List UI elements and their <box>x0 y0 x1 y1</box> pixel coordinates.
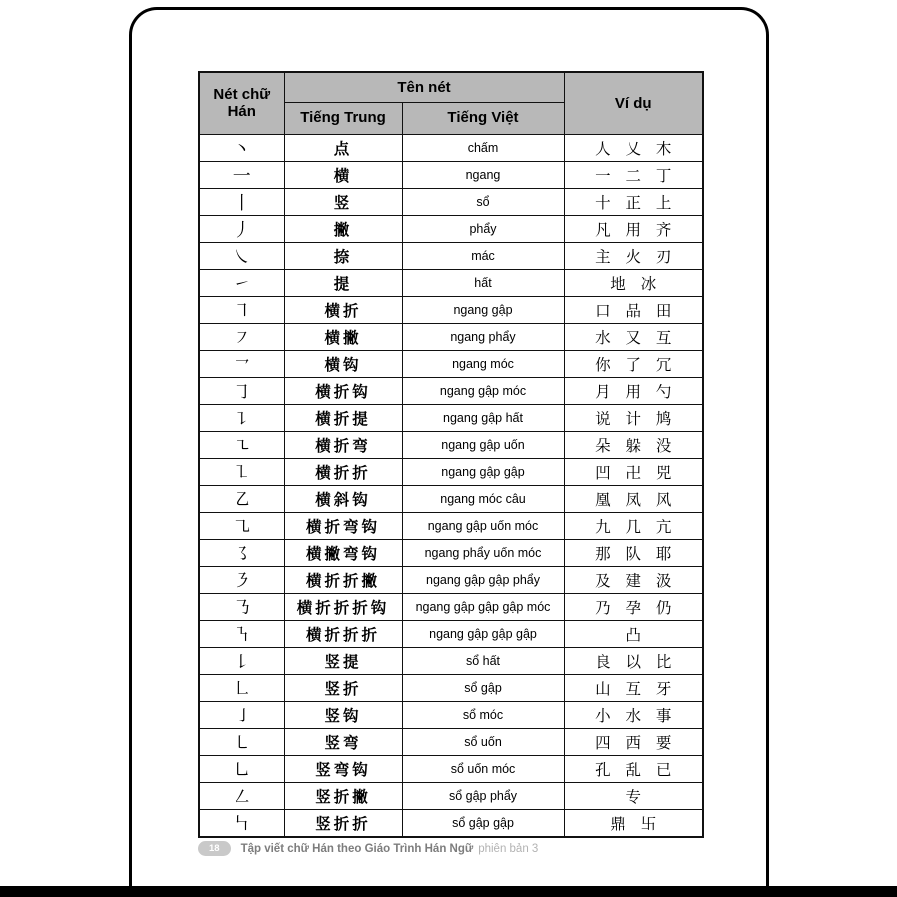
examples-cell: 水 又 互 <box>564 323 703 350</box>
table-row <box>199 620 703 647</box>
chinese-name-cell: 竖弯钩 <box>284 755 402 782</box>
examples-cell: 口 品 田 <box>564 296 703 323</box>
chinese-name-cell: 竖折折 <box>284 809 402 837</box>
vietnamese-name-cell: ngang móc câu <box>402 485 564 512</box>
chinese-name-cell: 横撇弯钩 <box>284 539 402 566</box>
vietnamese-name-cell: ngang gập gập gập <box>402 620 564 647</box>
examples-cell: 乃 孕 仍 <box>564 593 703 620</box>
header-stroke: Nét chữ Hán <box>199 72 284 134</box>
stroke-table-header <box>199 72 703 134</box>
stroke-glyph-cell: ㇕ <box>199 296 284 323</box>
stroke-glyph-cell: ㇅ <box>199 458 284 485</box>
vietnamese-name-cell: ngang phẩy uốn móc <box>402 539 564 566</box>
table-row <box>199 674 703 701</box>
examples-cell: 四 西 要 <box>564 728 703 755</box>
vietnamese-name-cell: sổ móc <box>402 701 564 728</box>
examples-cell: 说 计 鸠 <box>564 404 703 431</box>
table-row <box>199 323 703 350</box>
table-row <box>199 701 703 728</box>
examples-cell: 凰 凤 风 <box>564 485 703 512</box>
examples-cell: 山 互 牙 <box>564 674 703 701</box>
vietnamese-name-cell: sổ gập <box>402 674 564 701</box>
examples-cell: 你 了 冗 <box>564 350 703 377</box>
stroke-glyph-cell: 一 <box>199 161 284 188</box>
chinese-name-cell: 捺 <box>284 242 402 269</box>
vietnamese-name-cell: ngang móc <box>402 350 564 377</box>
table-row <box>199 404 703 431</box>
vietnamese-name-cell: chấm <box>402 134 564 161</box>
table-row <box>199 242 703 269</box>
page-footer <box>198 841 538 856</box>
page-number-badge: 18 <box>198 841 231 856</box>
table-row <box>199 188 703 215</box>
chinese-name-cell: 竖 <box>284 188 402 215</box>
examples-cell: 一 二 丁 <box>564 161 703 188</box>
table-row <box>199 512 703 539</box>
vietnamese-name-cell: mác <box>402 242 564 269</box>
vietnamese-name-cell: ngang gập gập gập móc <box>402 593 564 620</box>
examples-cell: 凸 <box>564 620 703 647</box>
chinese-name-cell: 竖折撇 <box>284 782 402 809</box>
stroke-glyph-cell: ㇚ <box>199 701 284 728</box>
stroke-glyph-cell: ㇟ <box>199 755 284 782</box>
table-row <box>199 458 703 485</box>
table-row <box>199 593 703 620</box>
vietnamese-name-cell: sổ uốn <box>402 728 564 755</box>
header-chinese: Tiếng Trung <box>284 102 402 134</box>
stroke-glyph-cell: 丨 <box>199 188 284 215</box>
stroke-glyph-cell: ㇏ <box>199 242 284 269</box>
table-row <box>199 782 703 809</box>
footer-title: Tập viết chữ Hán theo Giáo Trình Hán Ngữ <box>240 842 474 855</box>
examples-cell: 那 队 耶 <box>564 539 703 566</box>
chinese-name-cell: 横折折折钩 <box>284 593 402 620</box>
stroke-glyph-cell: ㇆ <box>199 377 284 404</box>
chinese-name-cell: 竖折 <box>284 674 402 701</box>
chinese-name-cell: 横 <box>284 161 402 188</box>
vietnamese-name-cell: hất <box>402 269 564 296</box>
examples-cell: 孔 乱 已 <box>564 755 703 782</box>
chinese-name-cell: 横折 <box>284 296 402 323</box>
stroke-table-body <box>199 134 703 837</box>
table-row <box>199 809 703 837</box>
stroke-table <box>198 71 704 838</box>
examples-cell: 凡 用 齐 <box>564 215 703 242</box>
bottom-frame-bar <box>0 886 897 897</box>
vietnamese-name-cell: ngang gập hất <box>402 404 564 431</box>
stroke-glyph-cell: ㇞ <box>199 809 284 837</box>
examples-cell: 鼎 卐 <box>564 809 703 837</box>
footer-suffix: phiên bản 3 <box>478 842 539 855</box>
stroke-glyph-cell: ㇠ <box>199 485 284 512</box>
stroke-glyph-cell: 丶 <box>199 134 284 161</box>
vietnamese-name-cell: ngang <box>402 161 564 188</box>
stroke-glyph-cell: ㇊ <box>199 404 284 431</box>
vietnamese-name-cell: phẩy <box>402 215 564 242</box>
footer-text <box>241 843 539 855</box>
table-row <box>199 539 703 566</box>
stroke-glyph-cell: ㇗ <box>199 674 284 701</box>
stroke-glyph-cell: ㇙ <box>199 647 284 674</box>
examples-cell: 凹 卍 兕 <box>564 458 703 485</box>
chinese-name-cell: 竖钩 <box>284 701 402 728</box>
chinese-name-cell: 横斜钩 <box>284 485 402 512</box>
chinese-name-cell: 横折弯 <box>284 431 402 458</box>
chinese-name-cell: 横折钩 <box>284 377 402 404</box>
vietnamese-name-cell: ngang gập uốn móc <box>402 512 564 539</box>
table-row <box>199 377 703 404</box>
vietnamese-name-cell: ngang gập uốn <box>402 431 564 458</box>
stroke-glyph-cell: ㇌ <box>199 539 284 566</box>
examples-cell: 良 以 比 <box>564 647 703 674</box>
examples-cell: 主 火 刃 <box>564 242 703 269</box>
table-row <box>199 485 703 512</box>
chinese-name-cell: 横撇 <box>284 323 402 350</box>
examples-cell: 朵 躲 没 <box>564 431 703 458</box>
stroke-glyph-cell: ㇀ <box>199 269 284 296</box>
vietnamese-name-cell: sổ uốn móc <box>402 755 564 782</box>
table-row <box>199 647 703 674</box>
header-name-group: Tên nét <box>284 72 564 102</box>
table-row <box>199 755 703 782</box>
stroke-glyph-cell: ㇄ <box>199 728 284 755</box>
examples-cell: 地 冰 <box>564 269 703 296</box>
vietnamese-name-cell: sổ gập gập <box>402 809 564 837</box>
vietnamese-name-cell: sổ hất <box>402 647 564 674</box>
chinese-name-cell: 竖弯 <box>284 728 402 755</box>
header-vietnamese: Tiếng Việt <box>402 102 564 134</box>
vietnamese-name-cell: ngang gập gập <box>402 458 564 485</box>
stroke-glyph-cell: ㇋ <box>199 566 284 593</box>
table-row <box>199 296 703 323</box>
examples-cell: 专 <box>564 782 703 809</box>
chinese-name-cell: 横折弯钩 <box>284 512 402 539</box>
vietnamese-name-cell: ngang gập móc <box>402 377 564 404</box>
table-row <box>199 566 703 593</box>
stroke-glyph-cell: ㇈ <box>199 512 284 539</box>
page-border-frame <box>129 7 769 897</box>
chinese-name-cell: 横折折折 <box>284 620 402 647</box>
table-row <box>199 215 703 242</box>
table-row <box>199 161 703 188</box>
chinese-name-cell: 横钩 <box>284 350 402 377</box>
stroke-glyph-cell: ㇍ <box>199 431 284 458</box>
header-examples: Ví dụ <box>564 72 703 134</box>
chinese-name-cell: 横折折撇 <box>284 566 402 593</box>
examples-cell: 小 水 事 <box>564 701 703 728</box>
vietnamese-name-cell: ngang gập gập phẩy <box>402 566 564 593</box>
table-row <box>199 350 703 377</box>
vietnamese-name-cell: sổ gập phẩy <box>402 782 564 809</box>
chinese-name-cell: 提 <box>284 269 402 296</box>
examples-cell: 月 用 勺 <box>564 377 703 404</box>
table-row <box>199 134 703 161</box>
table-row <box>199 728 703 755</box>
stroke-glyph-cell: ㇇ <box>199 323 284 350</box>
chinese-name-cell: 点 <box>284 134 402 161</box>
examples-cell: 人 乂 木 <box>564 134 703 161</box>
stroke-glyph-cell: ㇖ <box>199 350 284 377</box>
examples-cell: 九 几 亢 <box>564 512 703 539</box>
examples-cell: 十 正 上 <box>564 188 703 215</box>
chinese-name-cell: 撇 <box>284 215 402 242</box>
chinese-name-cell: 竖提 <box>284 647 402 674</box>
vietnamese-name-cell: sổ <box>402 188 564 215</box>
table-row <box>199 431 703 458</box>
stroke-glyph-cell: ㇜ <box>199 782 284 809</box>
vietnamese-name-cell: ngang phẩy <box>402 323 564 350</box>
chinese-name-cell: 横折折 <box>284 458 402 485</box>
examples-cell: 及 建 汲 <box>564 566 703 593</box>
stroke-glyph-cell: ㇎ <box>199 620 284 647</box>
stroke-glyph-cell: ㇡ <box>199 593 284 620</box>
chinese-name-cell: 横折提 <box>284 404 402 431</box>
stroke-glyph-cell: 丿 <box>199 215 284 242</box>
vietnamese-name-cell: ngang gập <box>402 296 564 323</box>
table-row <box>199 269 703 296</box>
